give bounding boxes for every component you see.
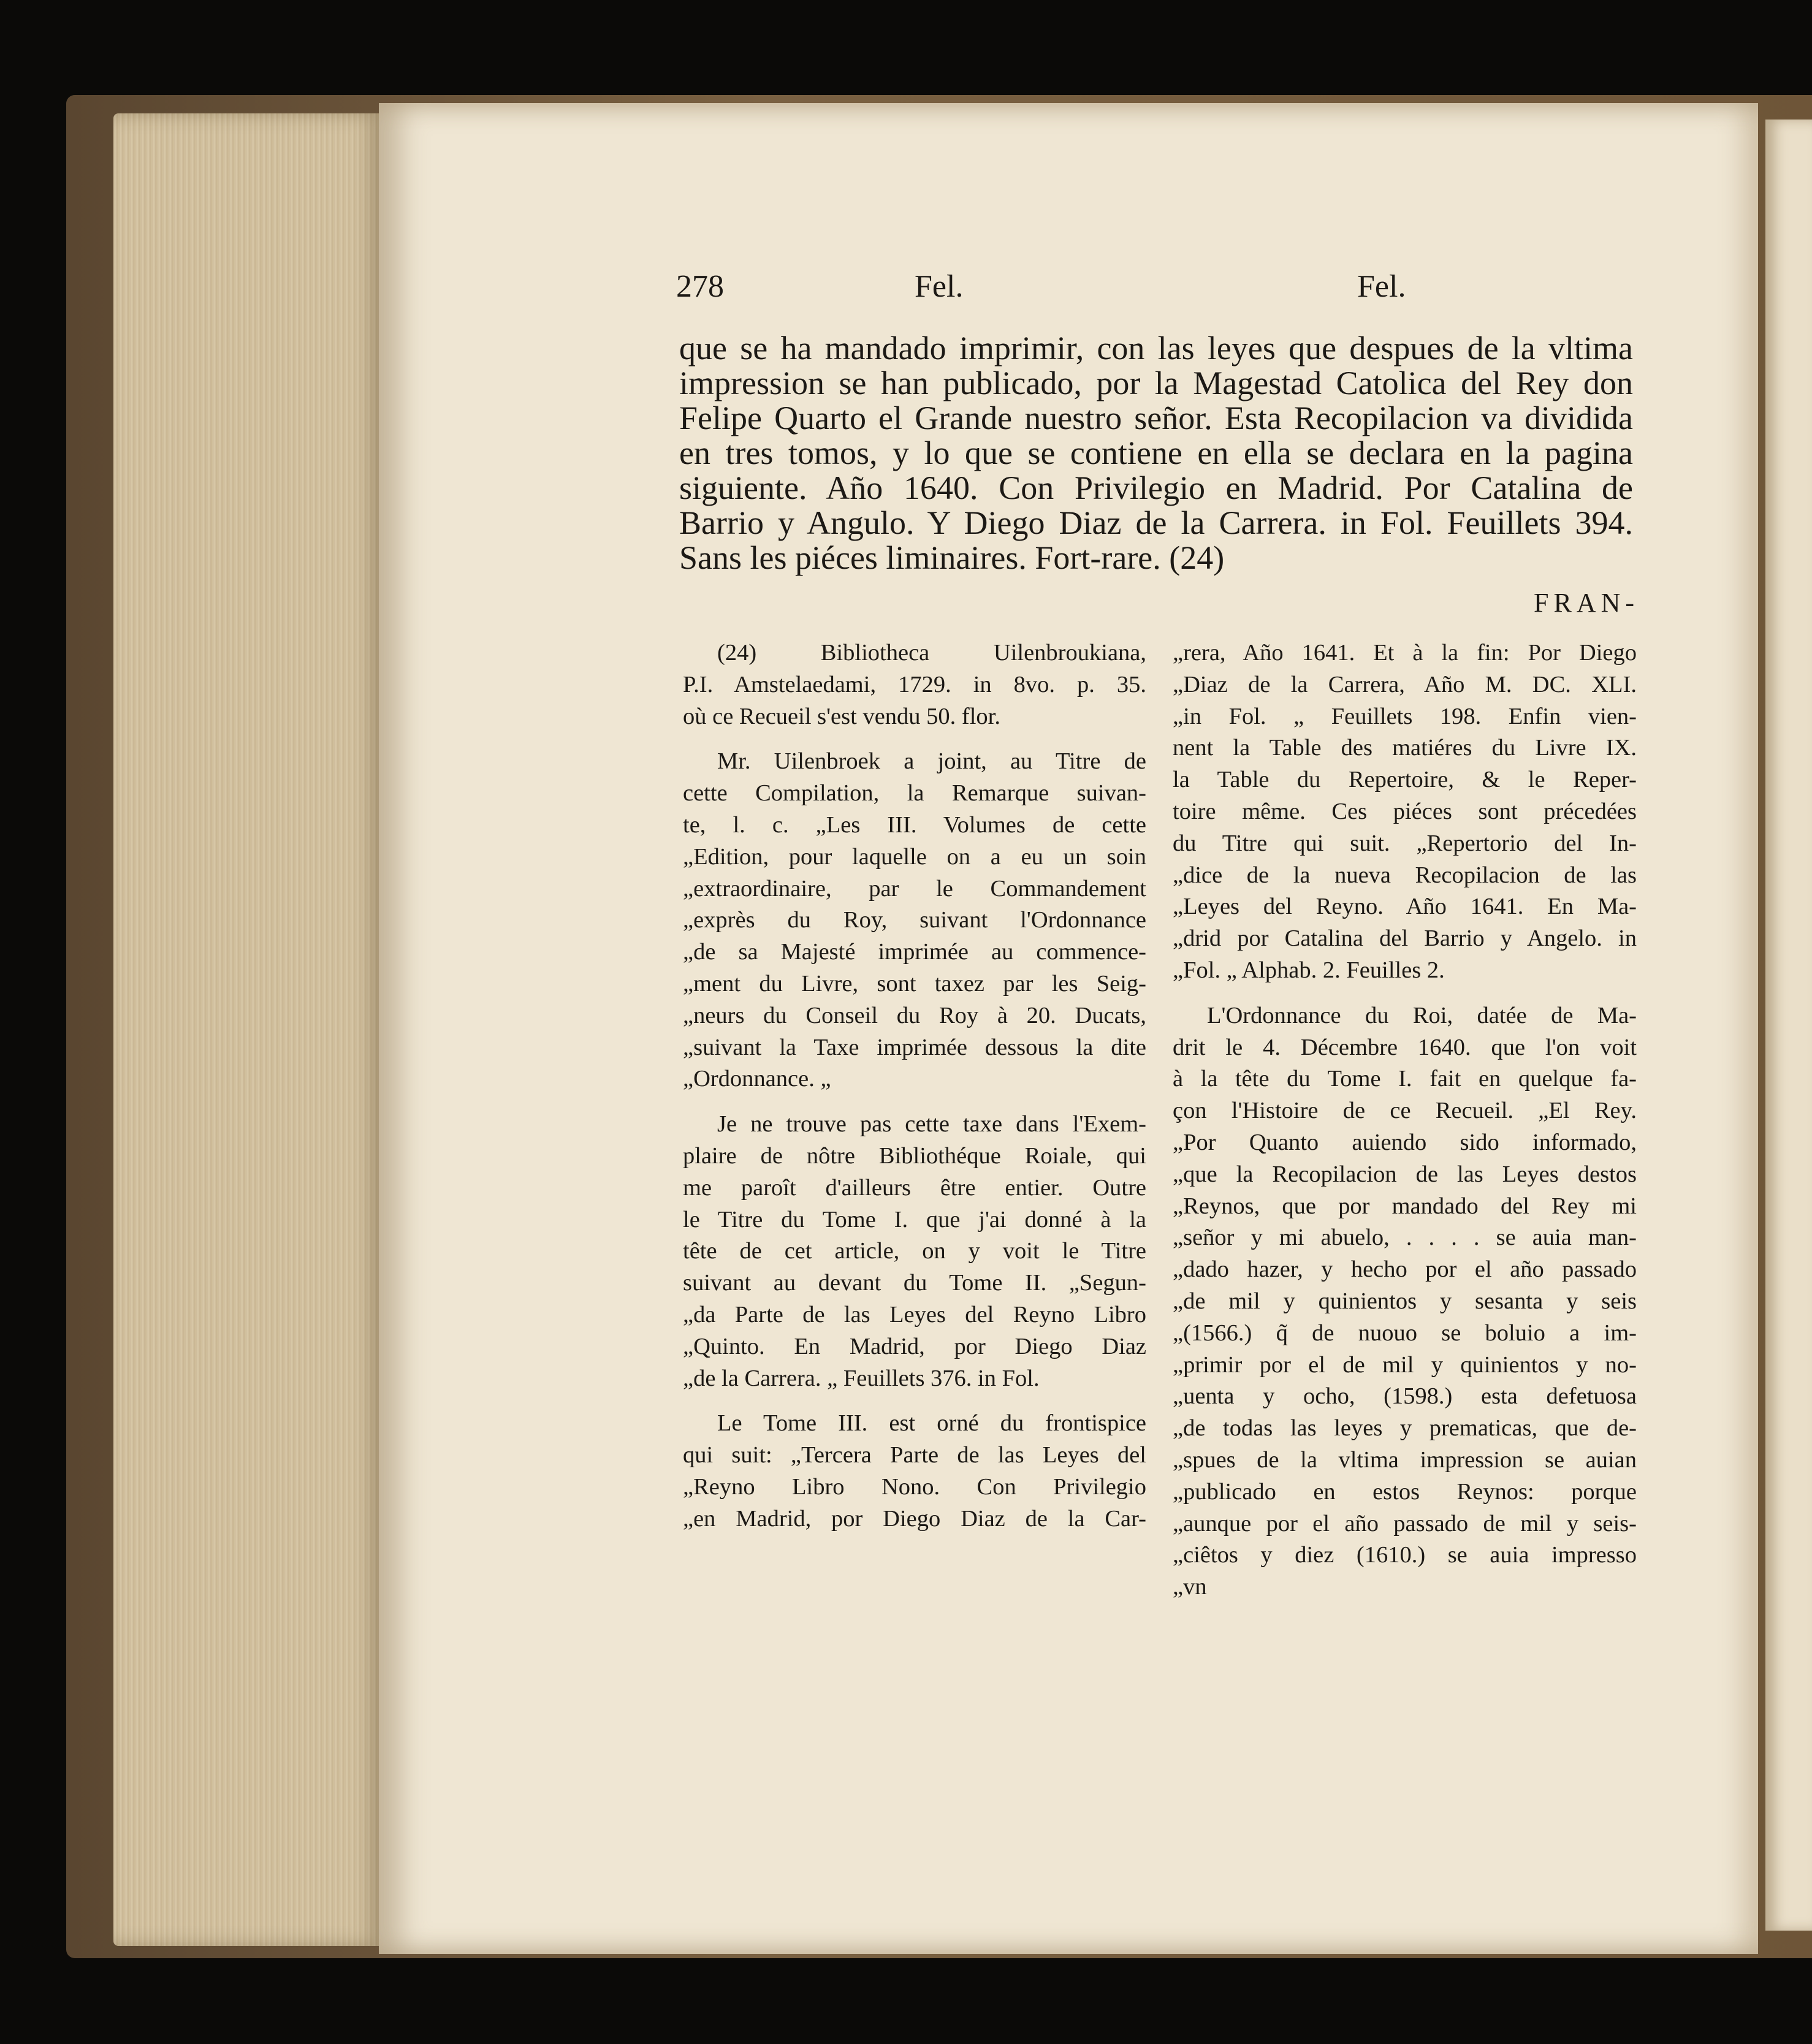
text-line: „Reyno Libro Nono. Con Privilegio xyxy=(683,1473,1146,1500)
text-line: „de mil y quinientos y sesanta y seis xyxy=(1173,1288,1637,1314)
text-line: „en Madrid, por Diego Diaz de la Car- xyxy=(683,1505,1146,1532)
text-line: „neurs du Conseil du Roy à 20. Ducats, xyxy=(683,1002,1146,1028)
text-line: „publicado en estos Reynos: porque xyxy=(1173,1478,1637,1505)
text-line: où ce Recueil s'est vendu 50. flor. xyxy=(683,703,1001,729)
paragraph xyxy=(683,1109,1146,1394)
main-text-line: impression se han publicado, por la Magestad Catolica del Rey don xyxy=(679,365,1633,401)
text-line: qui suit: „Tercera Parte de las Leyes del xyxy=(683,1442,1146,1468)
text-line: Mr. Uilenbroek a joint, au Titre de xyxy=(717,748,1146,775)
catchword: FRAN- xyxy=(1534,588,1640,618)
text-line: „spues de la vltima impression se auian xyxy=(1173,1446,1637,1473)
text-line: „ment du Livre, sont taxez par les Seig- xyxy=(683,970,1146,997)
text-line: (24) Bibliotheca Uilenbroukiana, xyxy=(717,640,1146,666)
text-line: „señor y mi abuelo, . . . . se auia man- xyxy=(1173,1225,1637,1251)
paragraph xyxy=(683,746,1146,1095)
text-line: „in Fol. „ Feuillets 198. Enfin vien- xyxy=(1173,703,1637,729)
text-line: „Leyes del Reyno. Año 1641. En Ma- xyxy=(1173,894,1637,920)
footnote-column-left xyxy=(683,637,1146,1549)
page-block-edge xyxy=(113,113,383,1946)
text-line: „extraordinaire, par le Commandement xyxy=(683,875,1146,902)
paragraph xyxy=(1173,1000,1637,1603)
text-line: „de todas las leyes y prematicas, que de- xyxy=(1173,1415,1637,1442)
text-line: „aunque por el año passado de mil y seis- xyxy=(1173,1510,1637,1537)
text-line: „de la Carrera. „ Feuillets 376. in Fol. xyxy=(683,1365,1040,1391)
text-line: tête de cet article, on y voit le Titre xyxy=(683,1238,1146,1264)
text-line: „exprès du Roy, suivant l'Ordonnance xyxy=(683,907,1146,933)
text-line: te, l. c. „Les III. Volumes de cette xyxy=(683,811,1146,838)
text-line: „Fol. „ Alphab. 2. Feuilles 2. xyxy=(1173,957,1445,983)
text-line: „de sa Majesté imprimée au commence- xyxy=(683,939,1146,965)
text-line: „dado hazer, y hecho por el año passado xyxy=(1173,1256,1637,1283)
text-line: „Quinto. En Madrid, por Diego Diaz xyxy=(683,1333,1146,1359)
text-line: me paroît d'ailleurs être entier. Outre xyxy=(683,1174,1146,1201)
paragraph xyxy=(1173,637,1637,987)
text-line: nent la Table des matiéres du Livre IX. xyxy=(1173,735,1637,761)
text-line: „da Parte de las Leyes del Reyno Libro xyxy=(683,1301,1146,1328)
text-line: „Ordonnance. „ xyxy=(683,1066,831,1092)
text-line: Le Tome III. est orné du frontispice xyxy=(717,1410,1146,1437)
text-line: „vn xyxy=(1173,1574,1207,1600)
text-line: suivant au devant du Tome II. „Segun- xyxy=(683,1270,1146,1296)
text-line: „drid por Catalina del Barrio y Angelo. in xyxy=(1173,925,1637,952)
text-line: „rera, Año 1641. Et à la fin: Por Diego xyxy=(1173,640,1637,666)
paragraph xyxy=(683,1408,1146,1535)
text-line: P.I. Amstelaedami, 1729. in 8vo. p. 35. xyxy=(683,671,1146,697)
text-line: „Edition, pour laquelle on a eu un soin xyxy=(683,843,1146,870)
text-line: toire même. Ces piéces sont précedées xyxy=(1173,798,1637,824)
text-line: à la tête du Tome I. fait en quelque fa- xyxy=(1173,1066,1637,1092)
footnote-column-right xyxy=(1173,637,1637,1617)
text-line: plaire de nôtre Bibliothéque Roiale, qui xyxy=(683,1142,1146,1169)
text-line: du Titre qui suit. „Repertorio del In- xyxy=(1173,830,1637,856)
main-text-line: Felipe Quarto el Grande nuestro señor. Esta Recopilacion va dividida xyxy=(679,400,1633,436)
text-line: la Table du Repertoire, & le Reper- xyxy=(1173,767,1637,793)
text-line: „Reynos, que por mandado del Rey mi xyxy=(1173,1193,1637,1219)
text-line: „uenta y ocho, (1598.) esta defetuosa xyxy=(1173,1383,1637,1410)
text-line: „dice de la nueva Recopilacion de las xyxy=(1173,862,1637,888)
text-line: „suivant la Taxe imprimée dessous la dite xyxy=(683,1034,1146,1060)
text-line: drit le 4. Décembre 1640. que l'on voit xyxy=(1173,1034,1637,1060)
text-line: „ciêtos y diez (1610.) se auia impresso xyxy=(1173,1542,1637,1568)
text-line: „Diaz de la Carrera, Año M. DC. XLI. xyxy=(1173,671,1637,697)
text-line: L'Ordonnance du Roi, datée de Ma- xyxy=(1207,1002,1637,1028)
text-line: „(1566.) q̃ de nuouo se boluio a im- xyxy=(1173,1320,1637,1346)
text-line: „Por Quanto auiendo sido informado, xyxy=(1173,1129,1637,1155)
main-text-line: Barrio y Angulo. Y Diego Diaz de la Carrera. in Fol. Feuillets 394. xyxy=(679,504,1633,541)
text-line: çon l'Histoire de ce Recueil. „El Rey. xyxy=(1173,1098,1637,1124)
main-entry-text xyxy=(679,331,1633,576)
main-text-line: en tres tomos, y lo que se contiene en ella se declara en la pagina xyxy=(679,435,1633,471)
text-line: „primir por el de mil y quinientos y no- xyxy=(1173,1351,1637,1378)
text-line: le Titre du Tome I. que j'ai donné à la xyxy=(683,1206,1146,1233)
main-text-line: siguiente. Año 1640. Con Privilegio en Madrid. Por Catalina de xyxy=(679,469,1633,506)
main-text-line: Sans les piéces liminaires. Fort-rare. (24) xyxy=(679,539,1225,576)
main-text-line: que se ha mandado imprimir, con las leyes que despues de la vltima xyxy=(679,330,1633,367)
next-page-edge xyxy=(1765,120,1812,1931)
paragraph xyxy=(683,637,1146,732)
running-head-right: Fel. xyxy=(1357,269,1406,304)
running-head-left: Fel. xyxy=(915,269,964,304)
text-line: Je ne trouve pas cette taxe dans l'Exem- xyxy=(717,1111,1146,1138)
text-line: cette Compilation, la Remarque suivan- xyxy=(683,780,1146,807)
text-line: „que la Recopilacion de las Leyes destos xyxy=(1173,1161,1637,1187)
page-number: 278 xyxy=(676,269,724,304)
